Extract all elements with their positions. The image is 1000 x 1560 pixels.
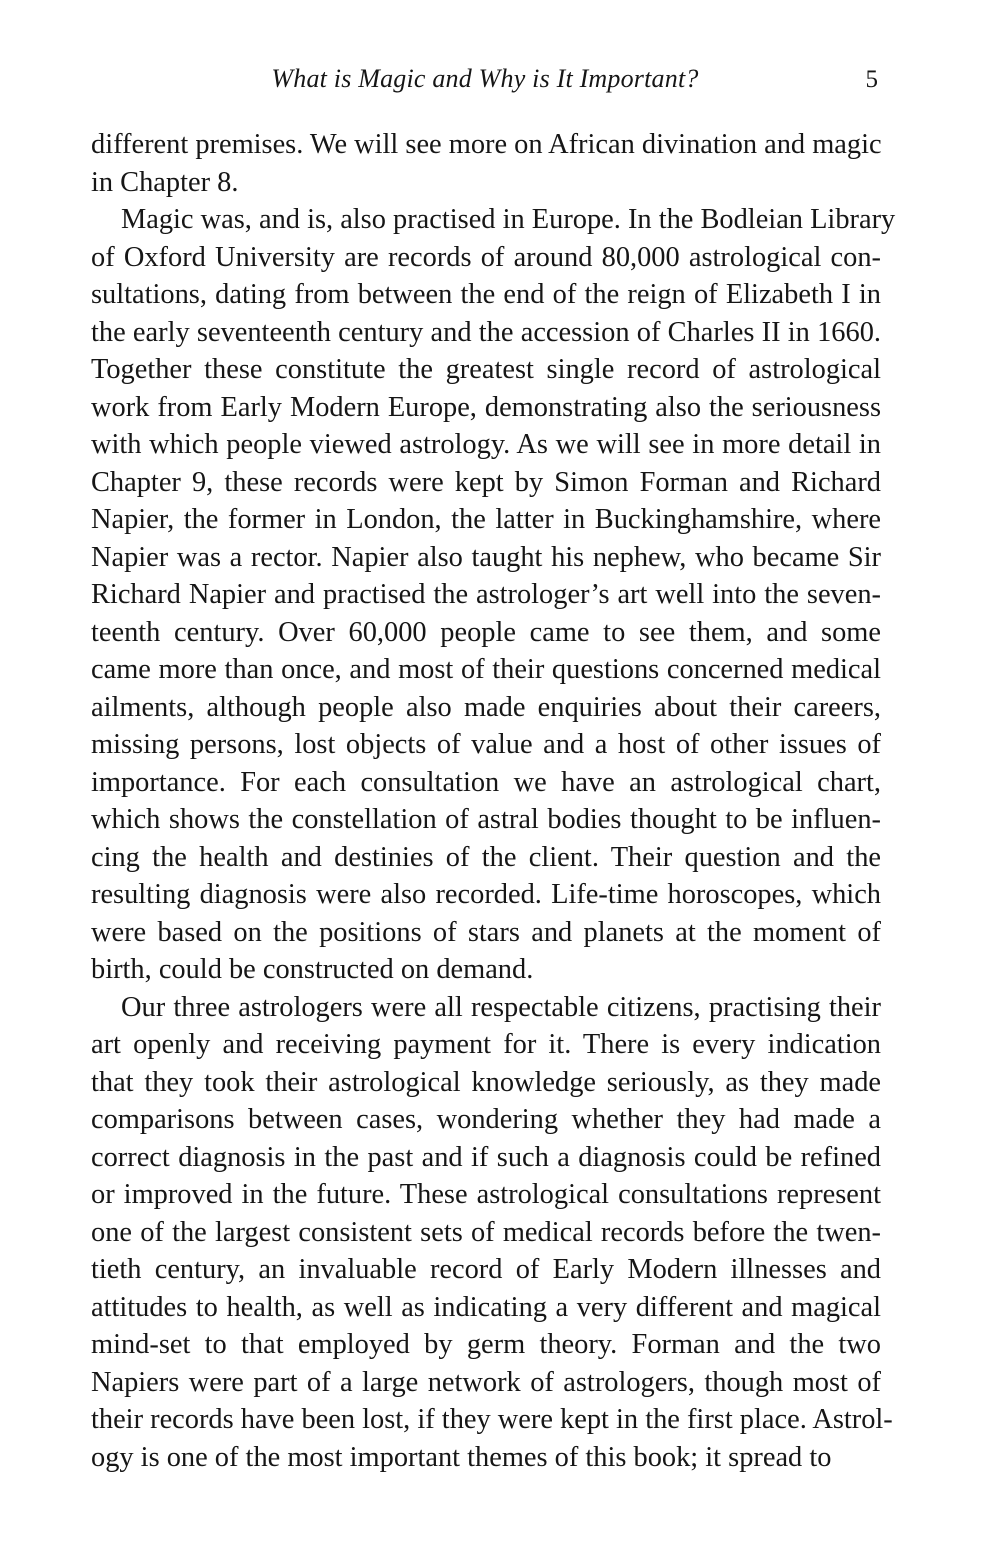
text-line: Napiers were part of a large network of astrologers, though most of bbox=[91, 1366, 881, 1398]
text-line: resulting diagnosis were also recorded. Life-time horoscopes, which bbox=[91, 879, 881, 910]
text-line: correct diagnosis in the past and if such a diagnosis could be refined bbox=[91, 1141, 881, 1173]
text-line: were based on the positions of stars and planets at the moment of bbox=[91, 916, 881, 948]
text-line: which shows the constellation of astral bodies thought to be influen- bbox=[91, 804, 881, 835]
text-line: of Oxford University are records of around 80,000 astrological con- bbox=[91, 241, 881, 273]
paragraph bbox=[91, 201, 896, 989]
text-line: their records have been lost, if they were kept in the first place. Astrol- bbox=[91, 1404, 893, 1435]
text-line: mind-set to that employed by germ theory. Forman and the two bbox=[91, 1329, 881, 1360]
text-line: in Chapter 8. bbox=[91, 166, 239, 198]
text-line: Napier, the former in London, the latter in Buckinghamshire, where bbox=[91, 504, 881, 535]
text-line: cing the health and destinies of the client. Their question and the bbox=[91, 841, 881, 873]
text-line: importance. For each consultation we have an astrological chart, bbox=[91, 766, 881, 798]
text-line: came more than once, and most of their questions concerned medical bbox=[91, 654, 881, 685]
text-line: work from Early Modern Europe, demonstrating also the seriousness bbox=[91, 391, 881, 423]
text-line: missing persons, lost objects of value and a host of other issues of bbox=[91, 729, 881, 760]
text-line: birth, could be constructed on demand. bbox=[91, 954, 534, 985]
text-line: one of the largest consistent sets of medical records before the twen- bbox=[91, 1216, 881, 1248]
text-line: art openly and receiving payment for it. There is every indication bbox=[91, 1029, 881, 1060]
text-line: Napier was a rector. Napier also taught his nephew, who became Sir bbox=[91, 541, 881, 573]
text-line: ogy is one of the most important themes of this book; it spread to bbox=[91, 1441, 832, 1473]
text-line: sultations, dating from between the end of the reign of Elizabeth I in bbox=[91, 279, 881, 310]
page-number: 5 bbox=[865, 66, 878, 93]
text-line: teenth century. Over 60,000 people came to see them, and some bbox=[91, 616, 881, 648]
paragraph bbox=[91, 989, 893, 1477]
text-line: Together these constitute the greatest single record of astrological bbox=[91, 354, 881, 385]
text-line: tieth century, an invaluable record of Early Modern illnesses and bbox=[91, 1254, 881, 1285]
body-text bbox=[91, 126, 896, 1476]
text-line: or improved in the future. These astrological consultations represent bbox=[91, 1179, 881, 1210]
text-line: the early seventeenth century and the accession of Charles II in 1660. bbox=[91, 316, 881, 348]
paragraph bbox=[91, 126, 881, 201]
text-line: attitudes to health, as well as indicating a very different and magical bbox=[91, 1291, 881, 1323]
text-line: that they took their astrological knowledge seriously, as they made bbox=[91, 1066, 881, 1098]
text-line: Richard Napier and practised the astrologer’s art well into the seven- bbox=[91, 579, 881, 610]
text-line: comparisons between cases, wondering whether they had made a bbox=[91, 1104, 881, 1135]
text-line: different premises. We will see more on African divination and magic bbox=[91, 129, 882, 160]
text-line: Chapter 9, these records were kept by Simon Forman and Richard bbox=[91, 466, 881, 498]
text-line: Magic was, and is, also practised in Europe. In the Bodleian Library bbox=[121, 204, 896, 235]
text-line: Our three astrologers were all respectable citizens, practising their bbox=[121, 991, 881, 1023]
text-line: with which people viewed astrology. As we will see in more detail in bbox=[91, 429, 881, 460]
running-title: What is Magic and Why is It Important? bbox=[271, 64, 699, 93]
running-head bbox=[90, 58, 880, 98]
text-line: ailments, although people also made enquiries about their careers, bbox=[91, 691, 881, 723]
